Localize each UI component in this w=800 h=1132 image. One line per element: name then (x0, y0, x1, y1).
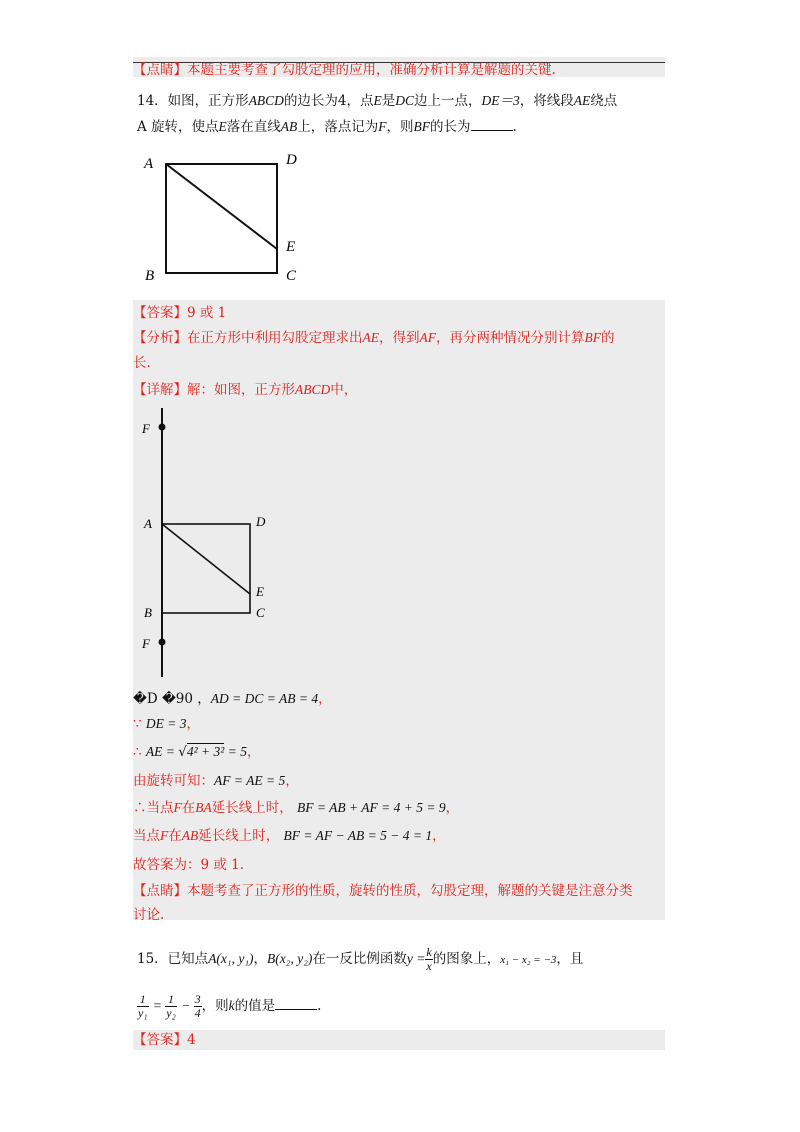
point-f-bottom (159, 639, 166, 646)
detail14-step4: 由旋转可知：AF = AE = 5， (133, 773, 299, 789)
label-c-2: C (256, 605, 265, 620)
q14-line1: 14．如图，正方形ABCD的边长为4，点E是DC边上一点，DE＝3，将线段AE绕点 (137, 93, 618, 109)
q15-line1: 15．已知点A(x₁, y₁)，B(x₂, y₂)在一反比例函数y = $\frac{k}{x}$ 的图象上，x₁ − x₂ = −3，且 (137, 945, 584, 973)
tip14-line2: 讨论. (133, 907, 165, 923)
point-f-top (159, 424, 166, 431)
detail14-step1: �D �90 ，AD = DC = AB = 4， (133, 691, 332, 707)
frac-1-y2: $\frac{1}{\text{y₂}}$ (166, 992, 176, 1020)
label-c: C (286, 268, 297, 284)
square-abcd-2 (162, 524, 250, 613)
answer-blank (471, 118, 513, 131)
label-d: D (286, 152, 297, 168)
frac-3-4: $\frac{3}{4}$ (194, 992, 201, 1020)
label-f-bottom: F (142, 636, 150, 651)
square-abcd (166, 164, 277, 273)
sqrt-radicand: 4² + 3² (186, 744, 225, 759)
label-d-2: D (256, 514, 266, 529)
detail14-step6: 当点F在AB延长线上时， BF = AF − AB = 5 − 4 = 1， (133, 828, 446, 844)
q15-line2: $\frac{1}{\text{y₁}}$ = $\frac{1}{\text{y₂}}$ − $\frac{3}{4}$ ，则k的值是 . (138, 992, 322, 1020)
tip14-line1: 【点睛】本题考查了正方形的性质，旋转的性质，勾股定理，解题的关键是注意分类 (133, 883, 633, 899)
segment-ae-2 (162, 524, 250, 594)
detail14-step2: ∵ DE = 3， (133, 716, 200, 732)
answer14: 【答案】9 或 1 (133, 305, 227, 321)
answer15: 【答案】4 (133, 1032, 196, 1048)
label-b: B (145, 268, 155, 284)
detail14-step7: 故答案为：9 或 1. (133, 857, 245, 873)
tip-tag: 【点睛】 (133, 62, 187, 78)
segment-ae (166, 164, 277, 249)
sqrt-sign: √ (178, 744, 187, 760)
answer-blank-15 (275, 997, 317, 1010)
rotation-figure-2 (138, 405, 278, 680)
k-over-x: $\frac{k}{x}$ (426, 945, 432, 973)
top-tip (133, 60, 556, 80)
detail14-step3: ∴ AE = √4² + 3² = 5， (133, 744, 261, 760)
frac-1-y1: $\frac{1}{\text{y₁}}$ (138, 992, 148, 1020)
label-b-2: B (144, 605, 152, 620)
q14-line2: A 旋转，使点E落在直线AB上，落点记为F，则BF的长为 . (137, 119, 517, 135)
label-a-2: A (144, 516, 152, 531)
tip-text: 本题主要考查了勾股定理的应用，准确分析计算是解题的关键. (187, 62, 556, 78)
answer15-band (133, 1030, 665, 1050)
label-e: E (286, 239, 296, 255)
detail14-head: 【详解】解：如图，正方形ABCD中， (133, 382, 358, 398)
detail14-step5: ∴当点F在BA延长线上时， BF = AB + AF = 4 + 5 = 9， (133, 800, 460, 816)
analysis14-line2: 长. (133, 355, 151, 371)
square-figure-1 (140, 145, 310, 285)
label-a: A (144, 156, 154, 172)
analysis14-line1: 【分析】在正方形中利用勾股定理求出AE，得到AF，再分两种情况分别计算BF的 (133, 330, 615, 346)
label-f-top: F (142, 421, 150, 436)
label-e-2: E (256, 584, 264, 599)
